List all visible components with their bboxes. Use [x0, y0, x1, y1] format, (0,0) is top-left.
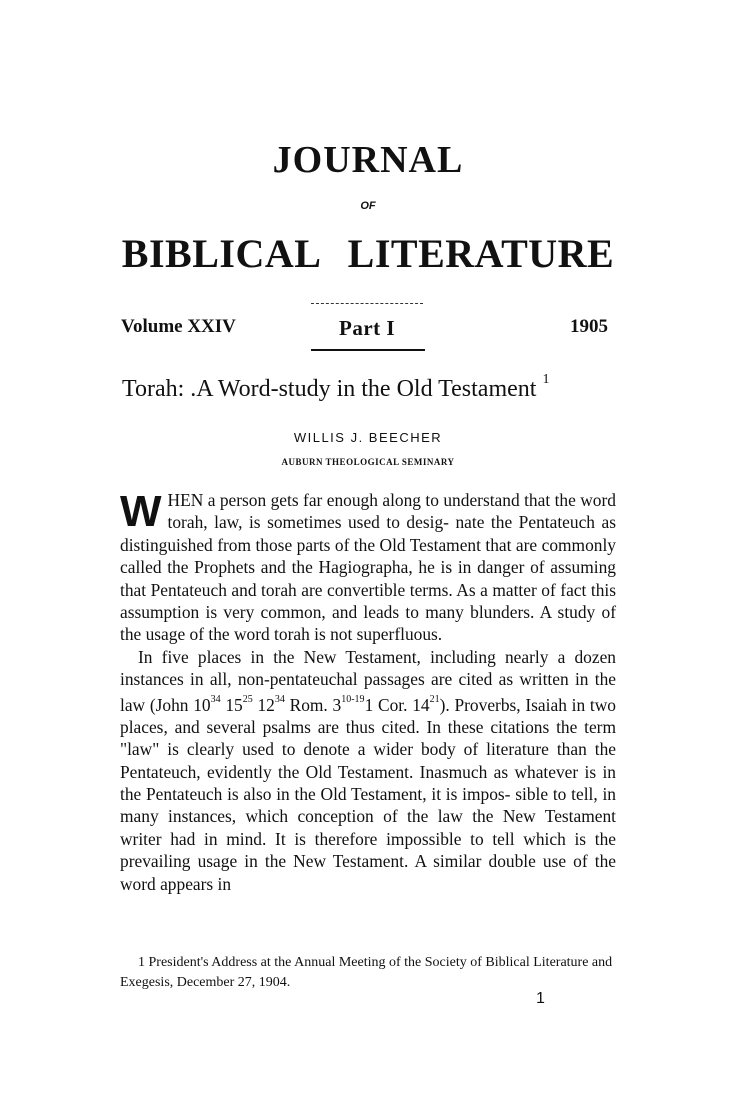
journal-title-of: OF — [360, 200, 376, 212]
journal-subtitle: BIBLICAL LITERATURE — [121, 231, 615, 276]
body-paragraph-2 — [120, 646, 616, 895]
article-title-text: Torah: .A Word-study in the Old Testament — [122, 376, 537, 402]
body-paragraph-1 — [120, 489, 616, 646]
article-title — [122, 372, 550, 403]
part-underline — [311, 349, 425, 351]
footnote-line — [120, 953, 616, 993]
part-label: Part I — [339, 316, 396, 340]
citation-corinthians-chapter: 14 — [412, 694, 430, 715]
body-paragraph-1-text: HEN a person gets far enough along to understand that the word torah, law, is sometimes used to desig- nate the Pentateuch as distinguished from those parts of the Old Testament that are commonly called the Prophets and the Hagiographa, he is in danger of assuming that Pentateuch and torah are convertible terms. As a matter of fact this assumption is very common, and leads to many blunders. A study of the usage of the word torah is not superfluous. — [120, 490, 616, 645]
year-label: 1905 — [570, 316, 608, 337]
citation-john-12: 12 — [252, 694, 275, 715]
page-number: 1 — [536, 990, 545, 1007]
citation-romans: Rom. 3 — [284, 694, 342, 715]
article-author: WILLIS J. BEECHER — [293, 430, 443, 445]
author-affiliation: AUBURN THEOLOGICAL SEMINARY — [281, 457, 455, 467]
citation-romans-verse: 10-19 — [341, 693, 365, 705]
article-title-footnote-marker[interactable]: 1 — [542, 372, 550, 387]
citation-john-15-verse: 25 — [242, 693, 253, 705]
citation-john-10: 34 — [210, 693, 221, 705]
article-body — [120, 489, 616, 895]
citation-john-12-verse: 34 — [274, 693, 285, 705]
drop-cap: W — [120, 487, 162, 536]
volume-label: Volume XXIV — [121, 316, 236, 337]
citation-john-15: 15 — [220, 694, 243, 715]
footnote-text: President's Address at the Annual Meeting of the Society of Biblical Literature and Exegesis, December 27, 1904. — [120, 955, 613, 990]
citation-corinthians: 1 Cor. — [364, 694, 413, 715]
footnote — [120, 953, 616, 993]
footnote-marker: 1 — [138, 955, 145, 970]
masthead-divider — [311, 303, 423, 304]
body-paragraph-2-lead: In five places in the New Testament, including nearly a dozen instances in all, non-pentateuchal passages are cited as written in the law (John 10 — [120, 646, 616, 715]
citation-close: ). — [439, 694, 450, 715]
journal-title: JOURNAL — [272, 139, 464, 181]
citation-corinthians-verse: 21 — [429, 693, 440, 705]
body-paragraph-2-rest: Proverbs, Isaiah in two places, and several psalms are thus cited. In these citations the term "law" is clearly used to denote a wider body of literature than the Pentateuch, evidently the Old Testament. Inasmuch as whatever is in the Pentateuch is also in the Old Testament, it is impos- sible to tell, in many instances, which conception of the law the New Testament writer had in mind. It is therefore impossible to tell which is the prevailing usage in the New Testament. A similar double use of the word appears in — [120, 694, 616, 894]
